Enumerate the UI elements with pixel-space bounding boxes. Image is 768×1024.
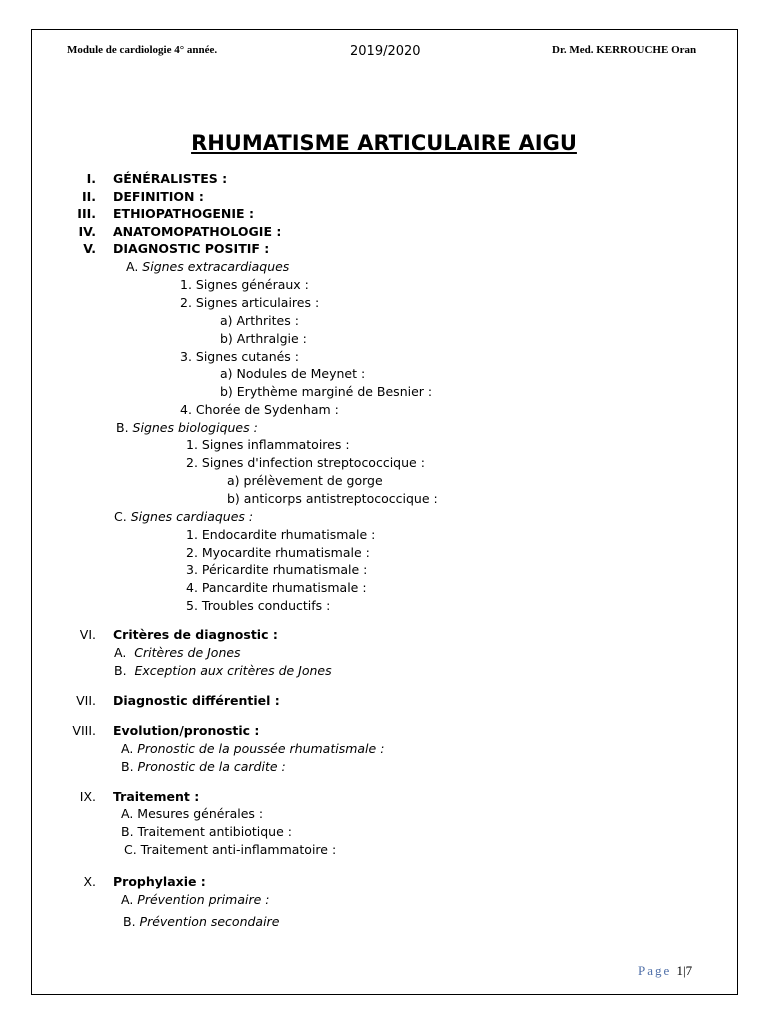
- item: A. Mesures générales :: [121, 806, 264, 821]
- item: 1. Endocardite rhumatismale :: [186, 527, 376, 542]
- page-footer: [638, 963, 692, 979]
- item: 2. Myocardite rhumatismale :: [186, 545, 370, 560]
- subsection-a: A. Prévention primaire :: [121, 892, 270, 907]
- item: 1. Signes inflammatoires :: [186, 437, 350, 452]
- item: 2. Signes articulaires :: [180, 295, 320, 310]
- item: a) Arthrites :: [220, 313, 299, 328]
- document-title: RHUMATISME ARTICULAIRE AIGU: [191, 131, 577, 155]
- header-author: Dr. Med. KERROUCHE Oran: [552, 44, 697, 56]
- page-number: 1|7: [676, 963, 693, 978]
- subsection-a: A. Pronostic de la poussée rhumatismale :: [121, 741, 385, 756]
- item: b) Erythème marginé de Besnier :: [220, 384, 433, 399]
- subsection-b: B. Prévention secondaire: [123, 914, 280, 929]
- item: 4. Chorée de Sydenham :: [180, 402, 339, 417]
- page-label: Page: [638, 963, 672, 978]
- item: B. Traitement antibiotique :: [121, 824, 292, 839]
- header-module: Module de cardiologie 4° année.: [67, 44, 218, 56]
- item: 3. Péricardite rhumatismale :: [186, 562, 368, 577]
- subsection-b: B. Pronostic de la cardite :: [121, 759, 286, 774]
- item: a) Nodules de Meynet :: [220, 366, 366, 381]
- item: b) Arthralgie :: [220, 331, 307, 346]
- subsection-a: A. Signes extracardiaques: [126, 259, 290, 274]
- item: 3. Signes cutanés :: [180, 349, 300, 364]
- item: 2. Signes d'infection streptococcique :: [186, 455, 425, 470]
- item: C. Traitement anti-inflammatoire :: [124, 842, 337, 857]
- item: 5. Troubles conductifs :: [186, 598, 331, 613]
- item: 4. Pancardite rhumatismale :: [186, 580, 367, 595]
- item: b) anticorps antistreptococcique :: [227, 491, 438, 506]
- subsection-c: C. Signes cardiaques :: [114, 509, 254, 524]
- subsection-a: A. Critères de Jones: [114, 645, 241, 660]
- subsection-b: B. Signes biologiques :: [116, 420, 258, 435]
- subsection-b: B. Exception aux critères de Jones: [114, 663, 332, 678]
- item: a) prélèvement de gorge: [227, 473, 383, 488]
- header-year: 2019/2020: [350, 44, 421, 59]
- item: 1. Signes généraux :: [180, 277, 309, 292]
